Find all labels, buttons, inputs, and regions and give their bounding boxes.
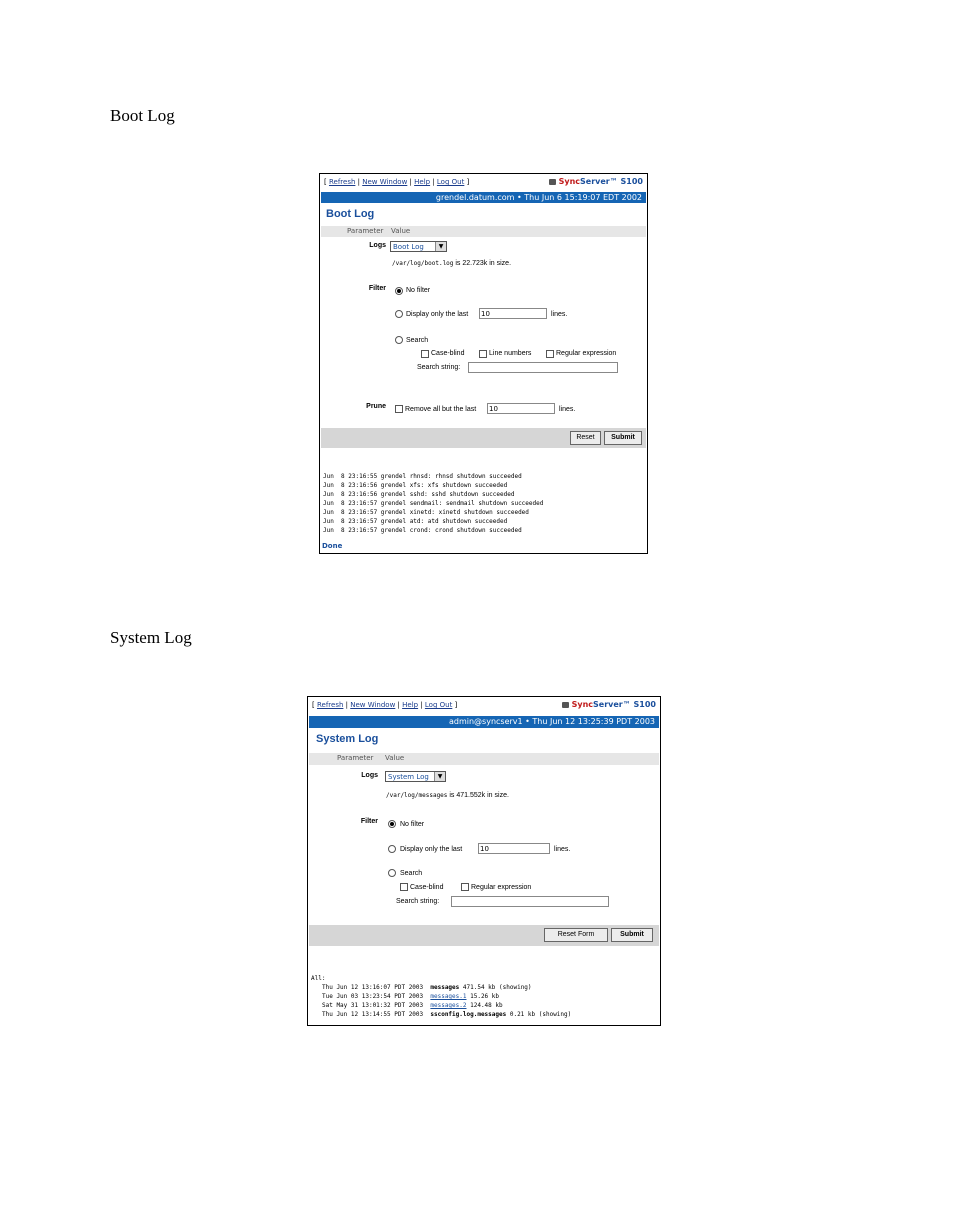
logout-link[interactable]: Log Out (424, 701, 453, 709)
log-line: Jun 8 23:16:57 grendel xinetd: xinetd shutdown succeeded (323, 509, 529, 516)
file-link[interactable]: messages.2 (430, 1002, 467, 1009)
regex-label: Regular expression (471, 884, 532, 891)
log-line: Jun 8 23:16:57 grendel atd: atd shutdown succeeded (323, 518, 508, 525)
help-link[interactable]: Help (402, 701, 419, 709)
boot-log-heading: Boot Log (110, 106, 175, 125)
file-name: messages (430, 984, 460, 991)
search-label: Search (400, 870, 423, 877)
no-filter-radio[interactable] (388, 820, 396, 828)
no-filter-radio[interactable] (395, 287, 403, 295)
submit-button[interactable]: Submit (604, 431, 642, 445)
file-row (322, 984, 532, 991)
prune-lines-input[interactable]: 10 (487, 403, 555, 414)
prune-lines-label: lines. (559, 406, 576, 413)
file-date: Thu Jun 12 13:14:55 PDT 2003 (322, 1011, 431, 1018)
reset-form-button[interactable]: Reset Form (544, 928, 608, 942)
brand-logo: SyncServer™ S100 (549, 177, 643, 186)
display-last-radio[interactable] (388, 845, 396, 853)
logs-label: Logs (361, 772, 378, 779)
file-link[interactable]: messages.1 (430, 993, 467, 1000)
file-size: 0.21 kb (showing) (506, 1011, 572, 1018)
submit-button[interactable]: Submit (611, 928, 653, 942)
lines-label: lines. (554, 846, 571, 853)
log-line: Jun 8 23:16:57 grendel crond: crond shutdown succeeded (323, 527, 522, 534)
no-filter-label: No filter (406, 287, 431, 294)
file-row (322, 993, 499, 1000)
lock-icon (549, 179, 556, 185)
system-log-heading: System Log (110, 628, 192, 647)
file-date: Sat May 31 13:01:32 PDT 2003 (322, 1002, 431, 1009)
status-done: Done (322, 542, 343, 550)
filter-label: Filter (368, 285, 386, 292)
col-value: Value (385, 754, 405, 762)
help-link[interactable]: Help (414, 178, 431, 186)
file-size: 471.54 kb (showing) (459, 984, 532, 991)
filter-label: Filter (360, 818, 378, 825)
logs-select[interactable]: System Log ▼ (385, 771, 446, 782)
display-last-radio[interactable] (395, 310, 403, 318)
search-string-input[interactable] (468, 362, 618, 373)
refresh-link[interactable]: Refresh (316, 701, 344, 709)
file-row (322, 1011, 571, 1018)
prune-label: Prune (366, 403, 386, 410)
file-size: 15.26 kb (466, 993, 500, 1000)
search-radio[interactable] (395, 336, 403, 344)
search-label: Search (406, 337, 429, 344)
search-string-label: Search string: (396, 898, 440, 905)
file-date: Tue Jun 03 13:23:54 PDT 2003 (322, 993, 431, 1000)
case-blind-checkbox[interactable] (400, 883, 408, 891)
boot-log-screenshot (319, 173, 648, 554)
display-last-label: Display only the last (406, 311, 469, 318)
case-blind-label: Case-blind (410, 884, 444, 891)
reset-button[interactable]: Reset (570, 431, 601, 445)
lines-label: lines. (551, 311, 568, 318)
system-log-screenshot (307, 696, 661, 1026)
prune-checkbox[interactable] (395, 405, 403, 413)
search-radio[interactable] (388, 869, 396, 877)
display-lines-input[interactable]: 10 (479, 308, 547, 319)
col-value: Value (391, 227, 411, 235)
top-links: [ Refresh | New Window | Help | Log Out ] (324, 178, 470, 186)
log-line: Jun 8 23:16:55 grendel rhnsd: rhnsd shutdown succeeded (323, 473, 522, 480)
file-date: Thu Jun 12 13:16:07 PDT 2003 (322, 984, 431, 991)
chevron-down-icon: ▼ (435, 242, 446, 251)
col-parameter: Parameter (347, 227, 384, 235)
file-row (322, 1002, 503, 1009)
line-numbers-checkbox[interactable] (479, 350, 487, 358)
page-title: System Log (316, 733, 379, 745)
table-header (309, 753, 659, 765)
col-parameter: Parameter (337, 754, 374, 762)
logs-label: Logs (369, 242, 386, 249)
page-title: Boot Log (326, 208, 375, 220)
case-blind-label: Case-blind (431, 350, 465, 357)
log-line: Jun 8 23:16:56 grendel xfs: xfs shutdown succeeded (323, 482, 508, 489)
search-string-label: Search string: (417, 364, 461, 371)
search-string-input[interactable] (451, 896, 609, 907)
display-lines-input[interactable]: 10 (478, 843, 550, 854)
top-links: [ Refresh | New Window | Help | Log Out ] (312, 701, 458, 709)
file-name: ssconfig.log.messages (430, 1011, 507, 1018)
file-size: 124.48 kb (466, 1002, 503, 1009)
line-numbers-label: Line numbers (489, 350, 532, 357)
log-size-text: /var/log/messages is 471.552k in size. (386, 792, 509, 799)
log-size-text: /var/log/boot.log is 22.723k in size. (392, 260, 512, 267)
chevron-down-icon: ▼ (434, 772, 445, 781)
prune-text: Remove all but the last (405, 406, 477, 413)
regex-label: Regular expression (556, 350, 617, 357)
status-bar: admin@syncserv1 • Thu Jun 12 13:25:39 PDT 2003 (309, 716, 659, 728)
regex-checkbox[interactable] (546, 350, 554, 358)
table-header (321, 226, 646, 237)
display-last-label: Display only the last (400, 846, 463, 853)
refresh-link[interactable]: Refresh (328, 178, 356, 186)
log-line: Jun 8 23:16:57 grendel sendmail: sendmail shutdown succeeded (323, 500, 544, 507)
log-line: Jun 8 23:16:56 grendel sshd: sshd shutdown succeeded (323, 491, 515, 498)
case-blind-checkbox[interactable] (421, 350, 429, 358)
new-window-link[interactable]: New Window (362, 178, 408, 186)
logs-select[interactable]: Boot Log ▼ (390, 241, 447, 252)
regex-checkbox[interactable] (461, 883, 469, 891)
lock-icon (562, 702, 569, 708)
brand-logo: SyncServer™ S100 (562, 700, 656, 709)
status-bar: grendel.datum.com • Thu Jun 6 15:19:07 EDT 2002 (321, 192, 646, 203)
new-window-link[interactable]: New Window (350, 701, 396, 709)
logout-link[interactable]: Log Out (436, 178, 465, 186)
no-filter-label: No filter (400, 821, 425, 828)
all-files-label: All: (311, 975, 326, 982)
